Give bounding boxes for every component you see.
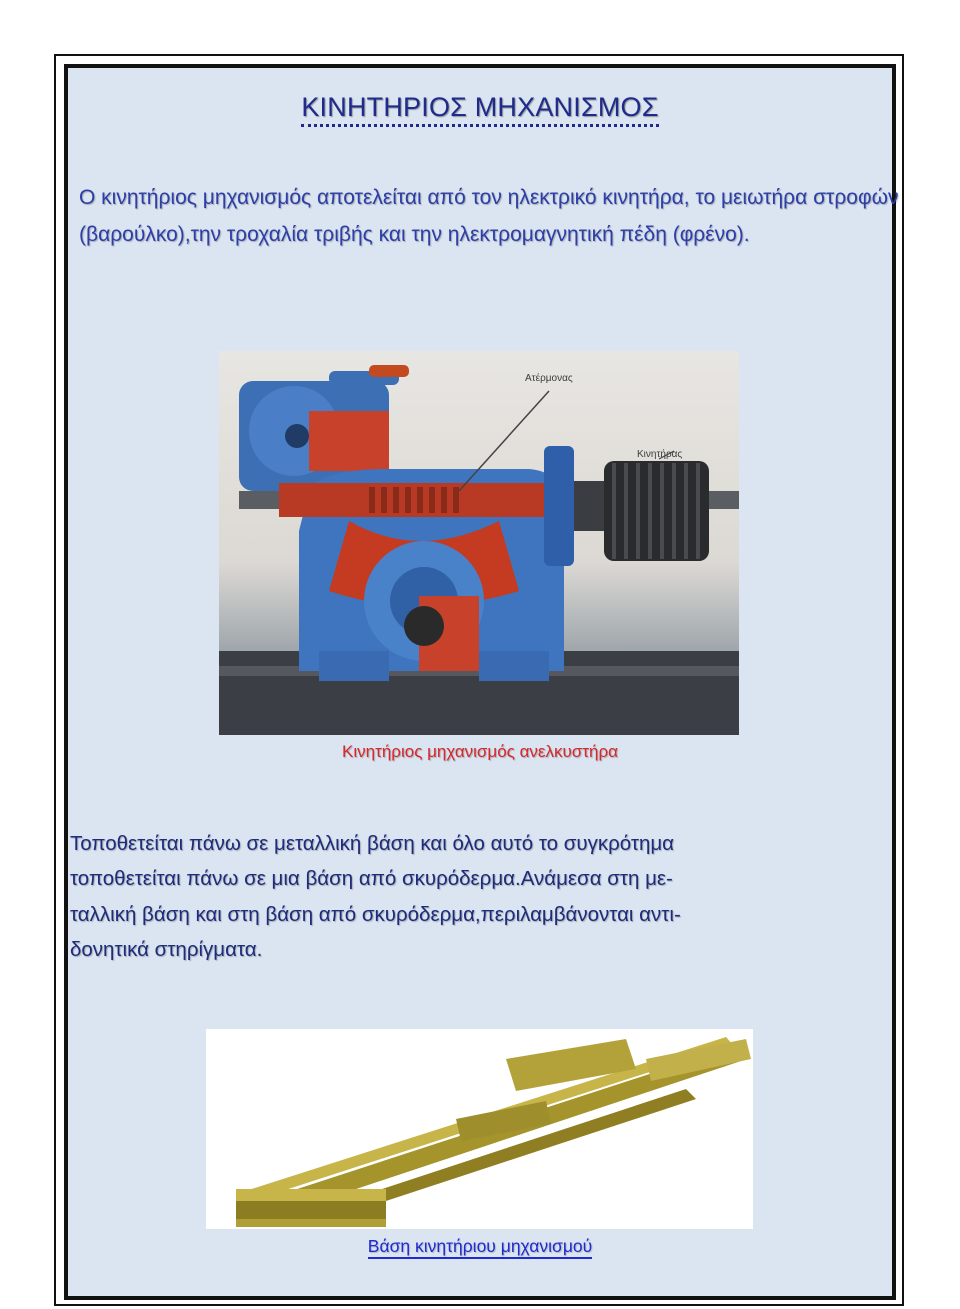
page-title: [0, 92, 960, 123]
body-line: Τοποθετείται πάνω σε μεταλλική βάση και όλο αυτό το συγκρότημα: [70, 832, 675, 855]
motor-base-illustration: [206, 1029, 753, 1229]
elevator-drive-illustration: [219, 351, 739, 735]
body-line: δονητικά στηρίγματα.: [70, 937, 263, 961]
motor-label: Κινητήρας: [637, 449, 683, 460]
page-title-text: ΚΙΝΗΤΗΡΙΟΣ ΜΗΧΑΝΙΣΜΟΣ: [301, 92, 658, 127]
motor-base-image: [206, 1029, 753, 1229]
figure2-caption: [0, 1236, 960, 1257]
body-line: ταλλική βάση και στη βάση από σκυρόδερμα,περιλαμβάνονται αντι-: [70, 902, 681, 926]
figure2-caption-text: Βάση κινητήριου μηχανισμού: [368, 1236, 592, 1259]
figure1-caption: Κινητήριος μηχανισμός ανελκυστήρα: [342, 742, 618, 761]
worm-gear-label: Ατέρμονας: [525, 373, 573, 384]
elevator-drive-photo: [219, 351, 739, 735]
intro-paragraph: Ο κινητήριος μηχανισμός αποτελείται από τον ηλεκτρικό κινητήρα, το μειωτήρα στροφών (βαρούλκο),την τροχαλία τριβής και την ηλεκτρομαγνητική πέδη (φρένο).: [79, 186, 899, 246]
body-line: τοποθετείται πάνω σε μια βάση από σκυρόδερμα.Ανάμεσα στη με-: [70, 867, 673, 891]
body-paragraph: [70, 826, 896, 967]
